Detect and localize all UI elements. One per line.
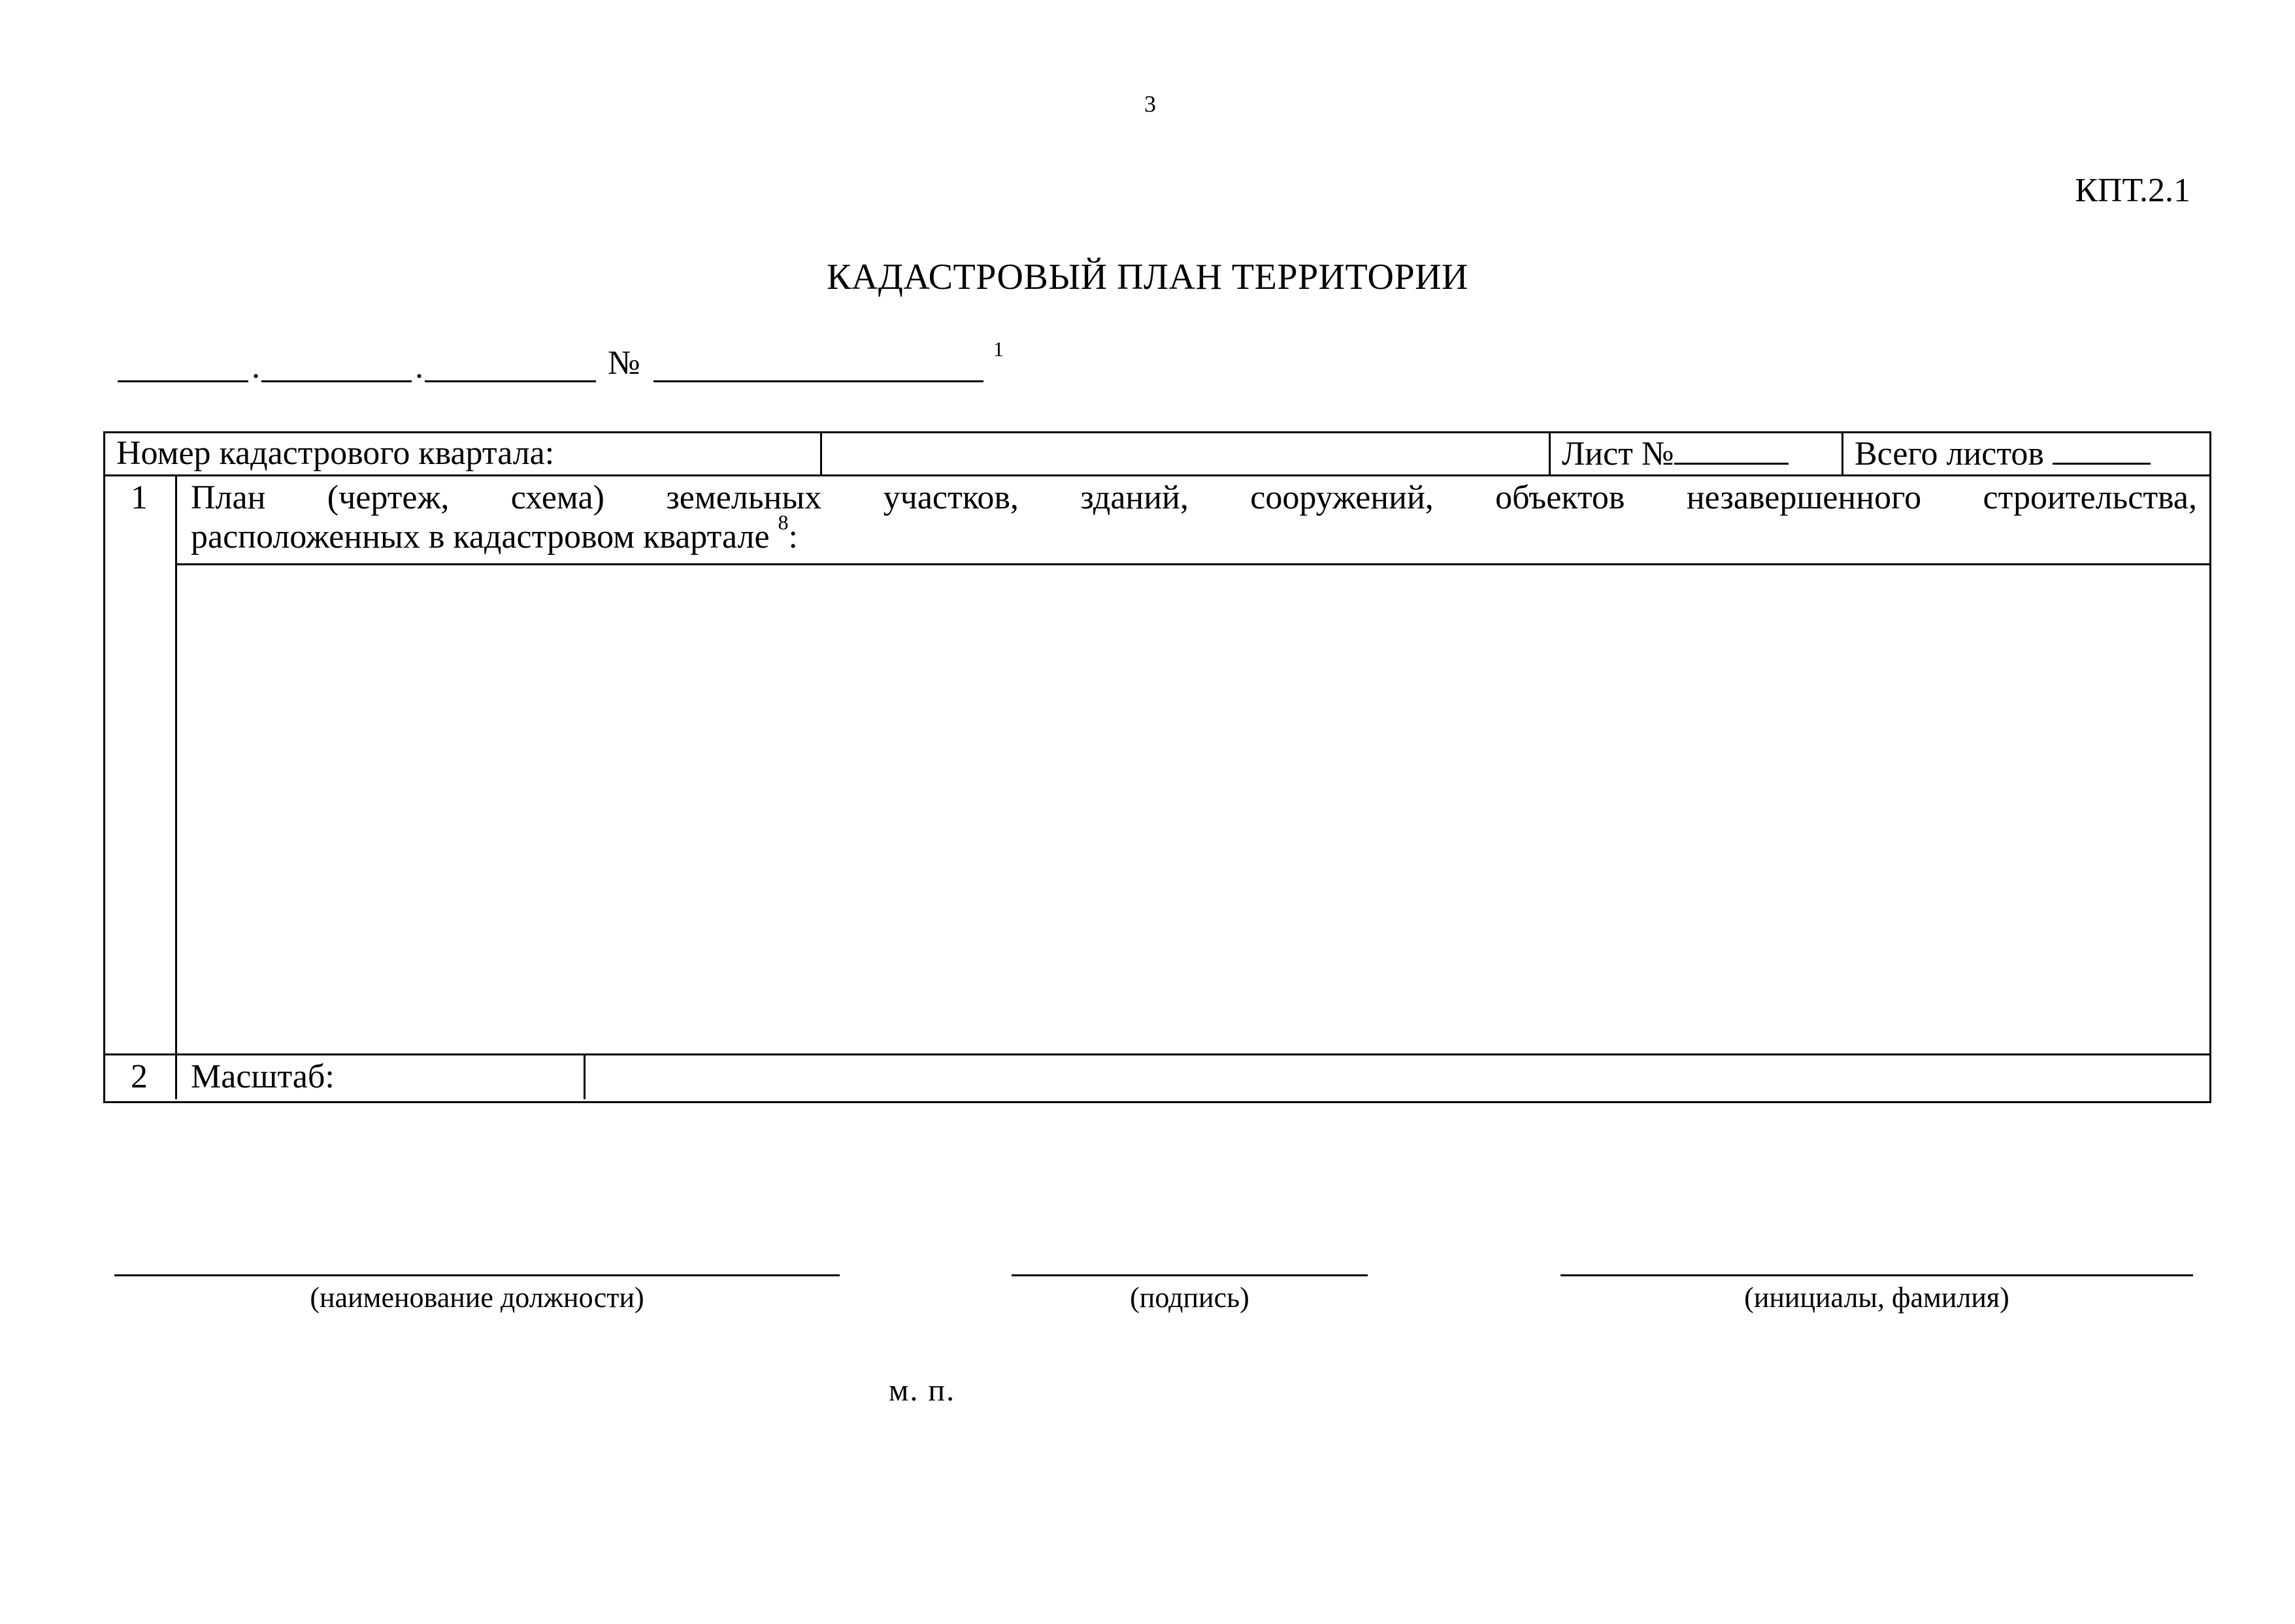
page-title: КАДАСТРОВЫЙ ПЛАН ТЕРРИТОРИИ [827,257,1468,297]
total-sheets-blank [2053,434,2151,465]
table-rule [1841,431,1843,474]
document-number-field[interactable] [653,380,983,382]
row-number: 2 [131,1058,148,1095]
number-sign: № [608,344,640,382]
quarter-number-label: Номер кадастрового квартала: [116,435,555,472]
date-year-field[interactable] [425,380,596,382]
position-signature-line[interactable] [114,1274,840,1276]
plan-description-text: расположенных в кадастровом квартале [191,518,778,555]
form-code: КПТ.2.1 [2075,172,2190,209]
plan-description-line2 [191,510,798,557]
footnote-marker: 1 [993,337,1004,361]
table-rule [584,1053,586,1099]
footnote-marker: 8 [778,510,789,534]
sheet-number-field[interactable] [1562,434,1789,474]
row-number: 1 [131,479,148,516]
sheet-number-label: Лист № [1562,435,1674,472]
table-rule [175,474,177,1099]
table-rule [820,431,822,474]
total-sheets-label: Всего листов [1855,435,2044,472]
date-day-field[interactable] [118,380,248,382]
scale-label: Масштаб: [191,1058,335,1095]
plan-drawing-area[interactable] [179,567,2207,1051]
table-rule [103,1053,2211,1055]
signature-label: (подпись) [1130,1282,1249,1314]
table-rule [1549,431,1551,474]
stamp-place-label: м. п. [889,1373,956,1408]
total-sheets-field[interactable] [1855,434,2151,474]
page-number: 3 [1144,91,1156,117]
date-month-field[interactable] [261,380,412,382]
date-separator: . [252,348,260,386]
name-label: (инициалы, фамилия) [1744,1282,2009,1314]
plan-description-line1: План (чертеж, схема) земельных участков, зданий, сооружений, объектов незавершенного строительства, [191,479,2197,516]
position-label: (наименование должности) [310,1282,644,1314]
signature-line[interactable] [1012,1274,1368,1276]
quarter-number-field[interactable] [825,434,1544,473]
date-separator: . [415,348,423,386]
sheet-number-blank [1674,434,1789,465]
scale-field[interactable] [587,1057,2205,1098]
name-signature-line[interactable] [1560,1274,2193,1276]
plan-description-colon: : [788,518,798,555]
table-rule [103,474,2211,476]
table-rule [176,563,2211,565]
